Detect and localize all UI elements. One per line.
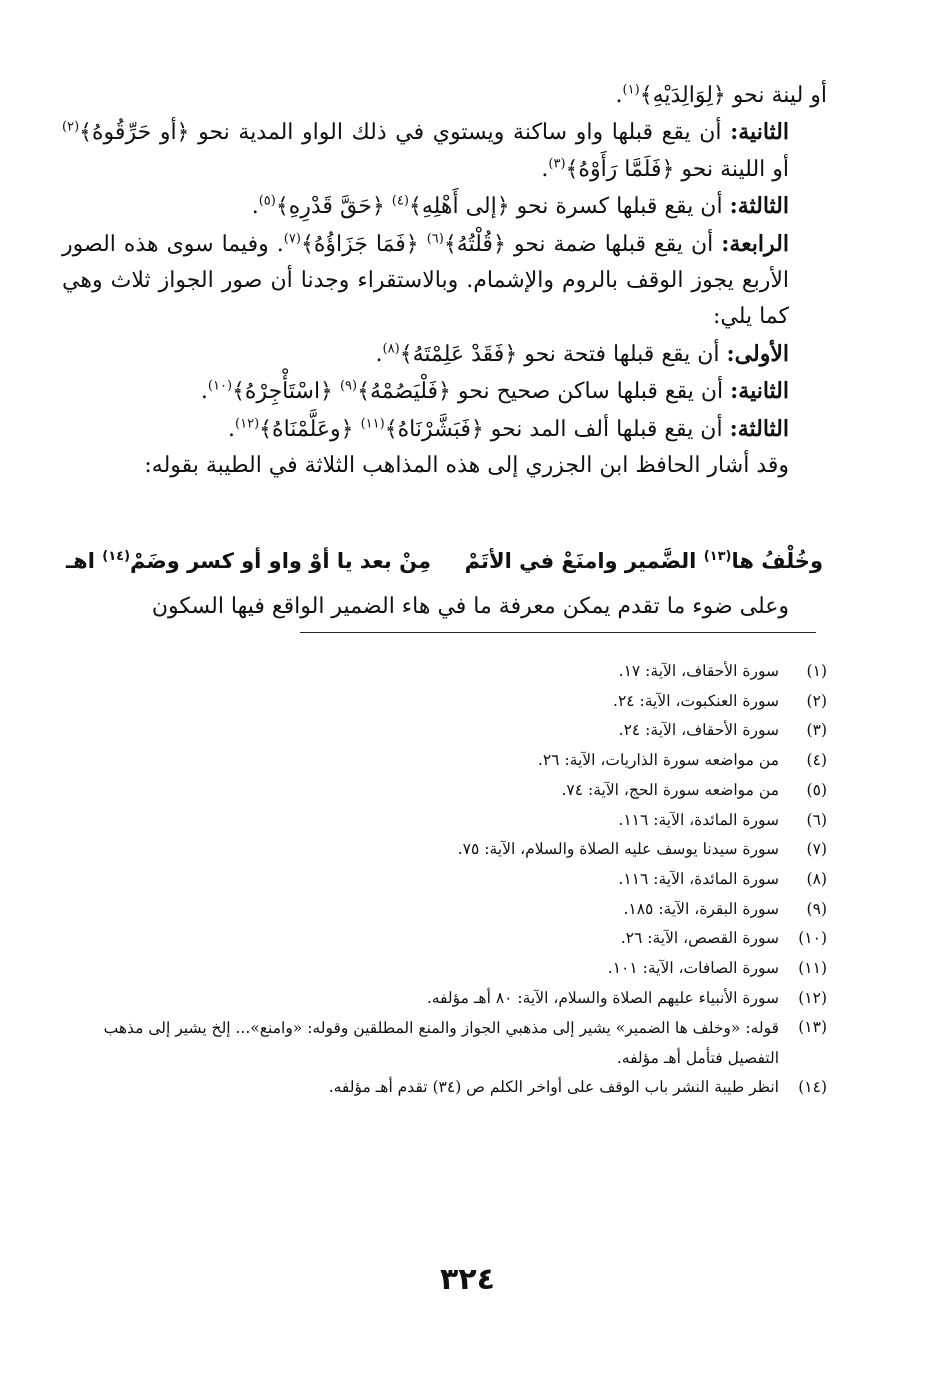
text-run: أن يقع قبلها واو ساكنة ويستوي في ذلك الواو المدية نحو ﴿أو حَرِّقُوهُ﴾: [79, 120, 722, 146]
footnote-ref[interactable]: (٦): [426, 231, 444, 247]
footnote-ref[interactable]: (١٠): [207, 378, 233, 394]
case-heading: الثانية:: [730, 378, 789, 405]
footnote-ref[interactable]: (٥): [258, 193, 276, 209]
text-run: أن يقع قبلها كسرة نحو ﴿إلى أَهْلِهِ﴾: [408, 194, 723, 220]
footnote-item: [60, 716, 827, 746]
footnotes: [60, 657, 827, 1103]
paragraph: [62, 226, 827, 336]
footnote-item: [60, 1073, 827, 1103]
text-run: .: [615, 83, 623, 108]
footnote-item: [60, 806, 827, 836]
text-run: ﴿وعَلَّمْنَاهُ﴾: [259, 416, 354, 442]
case-heading: الثانية:: [730, 119, 789, 146]
text-run: أن يقع قبلها ضمة نحو ﴿قُلْتُهُ﴾: [443, 231, 714, 257]
footnote-text: من مواضعه سورة الحج، الآية: ٧٤.: [561, 780, 779, 799]
footnote-number: (٩): [806, 899, 827, 918]
footnote-ref[interactable]: (١٢): [235, 416, 260, 432]
footnote-number: (٨): [806, 869, 827, 888]
footnote-text: سورة البقرة، الآية: ١٨٥.: [623, 899, 779, 918]
footnote-item: [60, 865, 827, 895]
footnote-ref[interactable]: (٨): [382, 341, 400, 357]
footnote-ref[interactable]: (١٣): [703, 549, 732, 564]
footnote-text: سورة القصص، الآية: ٢٦.: [620, 929, 779, 948]
main-text-continued: [60, 589, 827, 625]
text-run: أو اللينة نحو ﴿فَلَمَّا رَأَوْهُ﴾: [565, 156, 789, 182]
text-run: .: [200, 379, 208, 405]
page-number: ٣٢٤: [440, 1262, 495, 1297]
footnote-number: (١٤): [798, 1078, 827, 1097]
footnote-item: [60, 924, 827, 954]
case-heading: الثالثة:: [729, 193, 789, 220]
footnote-ref[interactable]: (٩): [339, 378, 358, 394]
paragraph: وعلى ضوء ما تقدم يمكن معرفة ما في هاء الضمير الواقع فيها السكون: [151, 594, 789, 619]
case-heading: الأولى:: [726, 340, 789, 367]
text-run: . وفيما سوى هذه الصور الأربع يجوز الوقف بالروم والإشمام. وبالاستقراء وجدنا أن صور الجواز ثلاث وهي كما يلي:: [62, 231, 789, 330]
text-run: الضَّمير وامنَعْ في الأتَمْ: [464, 549, 697, 573]
text-run: أو لينة نحو ﴿لِوَالِدَيْهِ﴾: [639, 83, 827, 108]
footnote-text: سورة الأحقاف، الآية: ١٧.: [618, 662, 779, 680]
text-run: أن يقع قبلها فتحة نحو ﴿فَقَدْ عَلِمْتَهُ﴾: [399, 341, 720, 367]
footnote-number: (٥): [806, 780, 827, 799]
footnote-text: سورة الصافات، الآية: ١٠١.: [607, 959, 779, 978]
paragraph: [62, 78, 827, 114]
footnote-number: (١٣): [798, 1018, 827, 1037]
footnote-ref[interactable]: (١١): [360, 416, 385, 432]
verse-first-hemistich: [465, 549, 823, 573]
text-run: ﴿اسْتَأْجِرْهُ﴾: [232, 379, 333, 405]
footnote-text: من مواضعه سورة الذاريات، الآية: ٢٦.: [537, 751, 779, 770]
paragraph: [62, 373, 827, 410]
footnote-text: سورة سيدنا يوسف عليه الصلاة والسلام، الآية: ٧٥.: [457, 840, 779, 859]
footnote-item: [60, 954, 827, 984]
footnote-number: (٣): [806, 721, 827, 740]
paragraph: [62, 188, 827, 225]
text-run: اهـ: [66, 549, 95, 573]
footnote-item: [60, 746, 827, 776]
paragraph: [62, 114, 827, 188]
text-run: ﴿حَقَّ قَدْرِهِ﴾: [275, 194, 385, 220]
footnote-number: (٦): [806, 810, 827, 829]
text-run: وخُلْفُ ها: [731, 549, 823, 573]
footnote-number: (١): [806, 662, 827, 680]
case-heading: الرابعة:: [721, 230, 789, 257]
footnote-separator: [300, 632, 816, 633]
footnote-text: سورة المائدة، الآية: ١١٦.: [618, 869, 779, 888]
footnote-ref[interactable]: (٣): [548, 156, 566, 172]
footnote-number: (١١): [798, 959, 827, 978]
poetry-verse: [66, 545, 823, 581]
footnote-item: [60, 687, 827, 717]
footnote-ref[interactable]: (١): [622, 82, 640, 98]
text-run: .: [541, 156, 549, 182]
footnote-ref[interactable]: (٤): [391, 193, 409, 209]
footnote-text: سورة العنكبوت، الآية: ٢٤.: [613, 691, 779, 710]
footnote-text: سورة الأحقاف، الآية: ٢٤.: [618, 721, 779, 740]
footnote-ref[interactable]: (١٤): [102, 549, 131, 564]
footnote-item: [60, 984, 827, 1014]
text-run: مِنْ بعد يا أوْ واو أو كسر وضَمْ: [130, 549, 432, 573]
paragraph: [62, 411, 827, 448]
text-run: .: [228, 416, 236, 442]
footnote-number: (١٠): [798, 929, 827, 948]
text-run: .: [251, 194, 259, 220]
verse-second-hemistich: [66, 549, 431, 573]
text-run: .: [375, 341, 383, 367]
text-run: أن يقع قبلها ساكن صحيح نحو ﴿فَلْيَصُمْهُ﴾: [357, 379, 724, 405]
paragraph: وقد أشار الحافظ ابن الجزري إلى هذه المذاهب الثلاثة في الطيبة بقوله:: [144, 453, 789, 479]
footnote-text: انظر طيبة النشر باب الوقف على أواخر الكلم ص (٣٤) تقدم أهـ مؤلفه.: [328, 1078, 779, 1097]
footnote-number: (٤): [806, 751, 827, 770]
text-run: أن يقع قبلها ألف المد نحو ﴿فَبَشَّرْنَاهُ﴾: [384, 416, 723, 442]
case-heading: الثالثة:: [729, 415, 789, 442]
paragraph: [62, 336, 827, 373]
footnote-item: [60, 1013, 827, 1073]
footnote-text: قوله: «وخلف ها الضمير» يشير إلى مذهبي الجواز والمنع المطلقين وقوله: «وامنع»... إلخ يشير إلى مذهب التفصيل فتأمل أهـ مؤلفه.: [103, 1019, 779, 1068]
footnote-text: سورة المائدة، الآية: ١١٦.: [618, 810, 779, 829]
footnote-ref[interactable]: (٢): [62, 120, 80, 136]
text-run: ﴿فَمَا جَزَاؤُهُ﴾: [300, 231, 419, 257]
footnote-item: [60, 776, 827, 806]
footnote-number: (٢): [806, 691, 827, 710]
footnote-item: [60, 835, 827, 865]
main-text: [62, 78, 827, 484]
footnote-item: [60, 657, 827, 687]
footnote-ref[interactable]: (٧): [283, 231, 301, 247]
footnote-text: سورة الأنبياء عليهم الصلاة والسلام، الآية: ٨٠ أهـ مؤلفه.: [426, 988, 779, 1007]
footnote-item: [60, 895, 827, 925]
footnote-number: (١٢): [798, 988, 827, 1007]
footnote-number: (٧): [806, 840, 827, 859]
